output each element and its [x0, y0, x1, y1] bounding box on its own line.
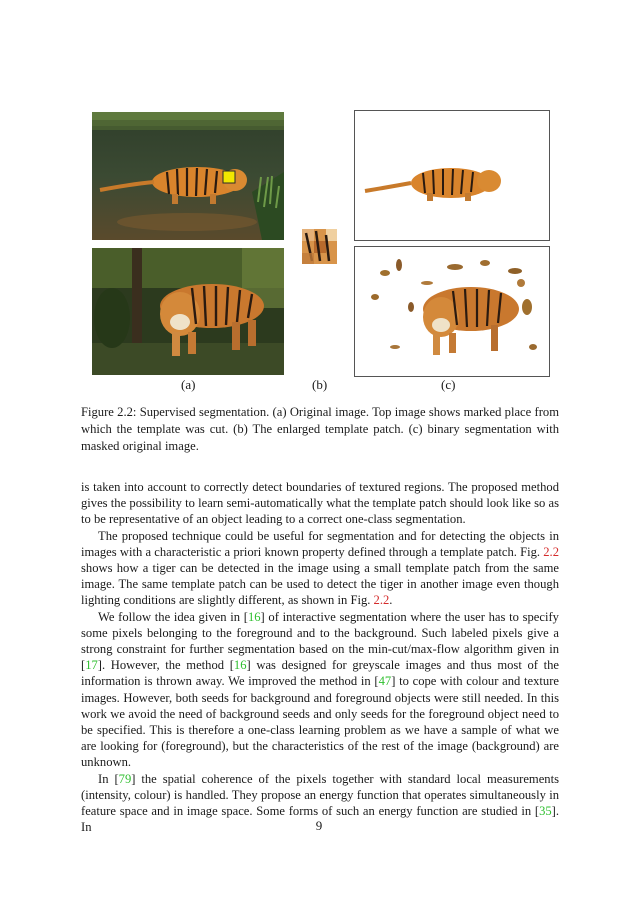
citation-link[interactable]: 16: [233, 658, 247, 673]
subfigure-label-c: (c): [441, 377, 456, 392]
citation-link[interactable]: 47: [378, 674, 392, 689]
original-image-top: [92, 112, 284, 240]
figure-caption: Figure 2.2: Supervised segmentation. (a) Original image. Top image shows marked place from which the template was cut. (b) The enlarged template patch. (c) binary segmentation with masked original image.: [81, 405, 559, 453]
text-run: The proposed technique could be useful for segmentation and for detecting the objects in images with a characteristic a priori known property defined through a template patch. Fig.: [81, 528, 559, 559]
citation-link[interactable]: 35: [539, 804, 552, 819]
segmentation-result-bottom: [354, 246, 550, 377]
tiger-in-water-photo: [92, 112, 284, 240]
text-run: ] the spatial coherence of the pixels together with standard local measurements (intensity, colour) is handled. They propose an energy function that operates simultaneously in feature space and in image space. Some forms of such an energy function are studied in [: [81, 771, 559, 819]
text-run: ] to cope with colour and texture images. However, both seeds for background and foreground objects were still needed. In this work we avoid the need of background seeds and only seeds for the foreground object need to be specified. This is therefore a one-class learning problem as we have a sample of what we are looking for (foreground), but the characteristics of the rest of the image (background) are unknown.: [81, 674, 559, 770]
template-patch: [302, 229, 337, 264]
segmentation-result-top: [354, 110, 550, 241]
citation-link[interactable]: 79: [118, 771, 132, 786]
segmented-tiger-top: [355, 111, 549, 240]
paragraph-1: is taken into account to correctly detect boundaries of textured regions. The proposed method gives the possibility to learn semi-automatically what the template patch should look like so as to be representative of an object leading to a correct one-class segmentation.: [81, 480, 559, 527]
text-run: In [: [98, 771, 119, 786]
subfigure-label-a: (a): [181, 377, 196, 392]
original-image-bottom: [92, 248, 284, 375]
figure-ref-link[interactable]: 2.2: [373, 593, 390, 608]
text-run: .: [389, 593, 393, 608]
tiger-in-forest-photo: [92, 248, 284, 375]
paragraph-3: [81, 609, 559, 771]
text-run: ] was designed for greyscale images and thus most of the information is thrown away. We improved the method in [: [81, 658, 560, 689]
body-text: [81, 479, 559, 835]
text-run: ]. However, the method [: [97, 658, 234, 673]
template-patch-photo: [302, 229, 337, 264]
citation-link[interactable]: 17: [85, 658, 98, 673]
citation-link[interactable]: 16: [247, 609, 261, 624]
text-run: ]. In: [81, 804, 559, 835]
segmented-tiger-bottom: [355, 247, 549, 376]
text-run: shows how a tiger can be detected in the image using a small template patch from the same image. The same template patch can be used to detect the tiger in another image even though lighting conditions are slightly different, as shown in Fig.: [81, 561, 559, 608]
subfigure-label-b: (b): [312, 377, 328, 392]
text-run: We follow the idea given in [: [98, 609, 248, 624]
paragraph-2: [81, 528, 559, 609]
text-run: ] of interactive segmentation where the user has to specify some pixels belonging to the foreground and to the background. Such labeled pixels give a strong constraint for further segmentation based on the min-cut/max-flow algorithm given in [: [81, 609, 559, 673]
figure-ref-link[interactable]: 2.2: [543, 544, 559, 559]
template-marker: [223, 171, 235, 183]
page-number: 9: [315, 818, 323, 833]
